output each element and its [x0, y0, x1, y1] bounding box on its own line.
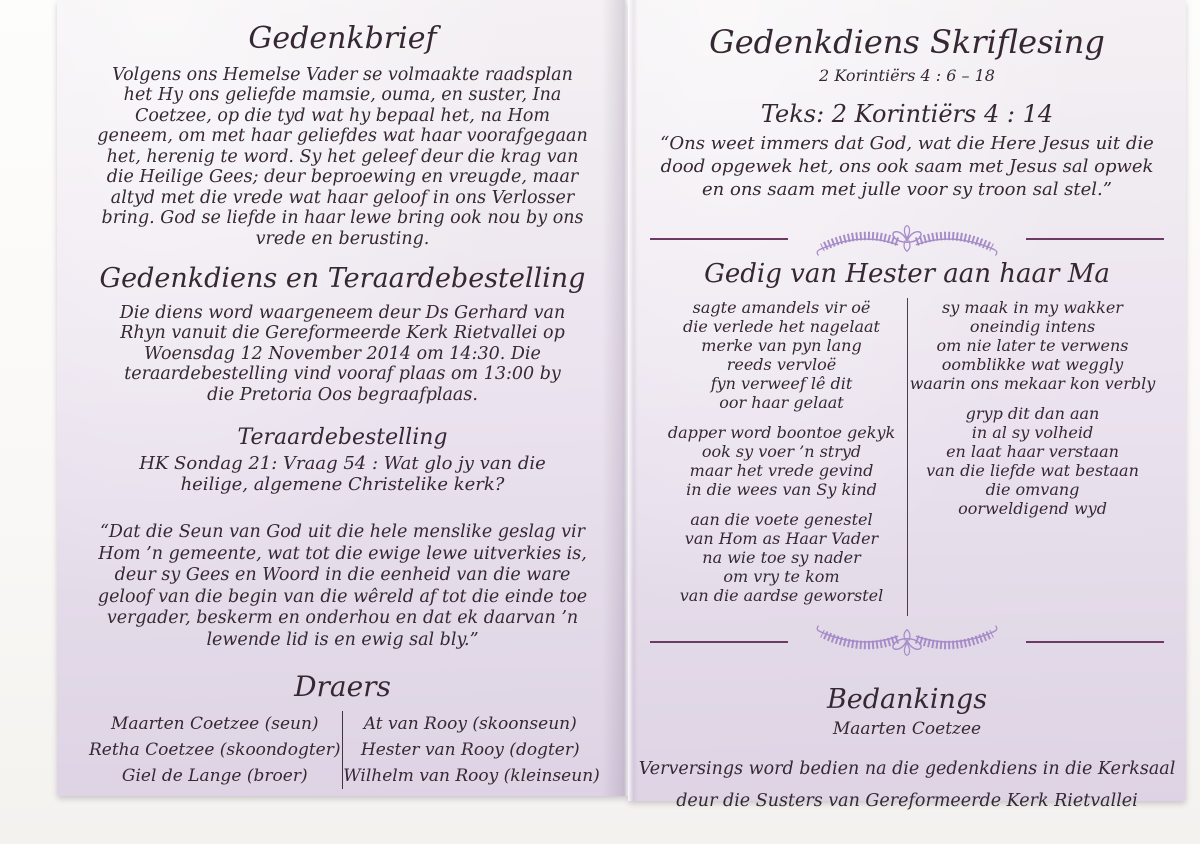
divider-line — [650, 238, 788, 240]
draers-title: Draers — [294, 670, 391, 704]
decorative-divider-top — [628, 221, 1186, 257]
divider-line — [1026, 641, 1164, 643]
pallbearer-name: Giel de Lange (broer) — [121, 766, 308, 787]
pallbearer-name: Maarten Coetzee (seun) — [110, 714, 319, 735]
poem-line: om nie later te verwens — [936, 335, 1129, 355]
page-left — [57, 0, 628, 796]
poem-line: sy maak in my wakker — [942, 297, 1123, 317]
gedenkbrief-body: Volgens ons Hemelse Vader se volmaakte raadsplan het Hy ons geliefde mamsie, ouma, en suster, Ina Coetzee, op die tyd wat hy bepaal het, na Hom geneem, om met haar geliefdes wat haar voorafgegaan het, herenig te word. Sy het geleef deur die krag van die Heilige Gees; deur beproewing en vreugde, maar altyd met die vrede wat haar geloof in ons Verlosser bring. God se liefde in haar lewe bring ook nou by ons vrede en berusting. — [97, 64, 588, 249]
catechism-answer-quote: “Dat die Seun van God uit die hele menslike geslag vir Hom ’n gemeente, wat tot die ewige lewe uitverkies is, deur sy Gees en Woord in die eenheid van die ware geloof van die begin van die wêreld af tot die einde toe vergader, beskerm en onderhou en dat ek daarvan ’n lewende lid is en ewig sal bly.” — [97, 522, 588, 650]
poem-line: oor haar gelaat — [719, 392, 844, 412]
poem-stanza — [908, 404, 1158, 518]
poem-stanza — [657, 510, 907, 605]
poem-line: om vry te kom — [723, 566, 840, 586]
poem-line: reeds vervloë — [726, 354, 837, 374]
poem-line: maar het vrede gevind — [689, 460, 874, 480]
pallbearer-name: At van Rooy (skoonseun) — [363, 714, 577, 735]
divider-line — [1026, 238, 1164, 240]
scripture-reference: 2 Korintiërs 4 : 6 – 18 — [819, 65, 995, 85]
gedenkdiens-section-title: Gedenkdiens en Teraardebestelling — [99, 263, 586, 294]
decorative-divider-bottom — [628, 624, 1186, 660]
poem-line: oomblikke wat weggly — [941, 354, 1124, 374]
poem-line: oneindig intens — [969, 316, 1096, 336]
bedankings-name: Maarten Coetzee — [832, 718, 982, 739]
poem-right-column — [908, 298, 1158, 616]
pallbearer-name: Retha Coetzee (skoondogter) — [88, 740, 341, 761]
teraardebestelling-title: Teraardebestelling — [237, 425, 448, 451]
poem-line: in al sy volheid — [971, 422, 1094, 442]
pallbearer-name: Wilhelm van Rooy (kleinseun) — [343, 766, 600, 787]
poem-line: die verlede het nagelaat — [683, 316, 880, 336]
poem-line: van Hom as Haar Vader — [684, 528, 879, 548]
bedankings-title: Bedankings — [826, 683, 988, 715]
closing-line-1: Verversings word bedien na die gedenkdiens in die Kerksaal — [638, 758, 1176, 779]
poem-stanza — [657, 423, 907, 499]
poem-line: waarin ons mekaar kon verbly — [909, 373, 1156, 393]
skriflesing-title: Gedenkdiens Skriflesing — [709, 23, 1105, 61]
catechism-question: HK Sondag 21: Vraag 54 : Wat glo jy van die heilige, algemene Christelike kerk? — [139, 453, 546, 496]
poem-stanza — [908, 298, 1158, 393]
gedenkbrief-title: Gedenkbrief — [248, 21, 437, 56]
page-right — [628, 0, 1186, 811]
poem-line: aan die voete genestel — [690, 509, 873, 529]
poem-line: merke van pyn lang — [701, 335, 862, 355]
pallbearers-right-column — [343, 711, 600, 789]
divider-line — [650, 641, 788, 643]
flourish-ornament-icon — [802, 625, 1012, 659]
flourish-ornament-icon — [802, 222, 1012, 256]
poem-line: ook sy voer ’n stryd — [701, 441, 862, 461]
service-details: Die diens word waargeneem deur Ds Gerhard van Rhyn vanuit die Gereformeerde Kerk Rietvallei op Woensdag 12 November 2014 om 14:30. Die teraardebestelling vind vooraf plaas om 13:00 by die Pretoria Oos begraafplaas. — [119, 302, 566, 405]
poem-line: sagte amandels vir oë — [692, 297, 871, 317]
poem-line: dapper word boontoe gekyk — [667, 422, 896, 442]
poem-line: oorweldigend wyd — [958, 498, 1107, 518]
scripture-quote: “Ons weet immers dat God, wat die Here Jesus uit die dood opgewek het, ons ook saam met Jesus sal opwek en ons saam met julle voor sy troon sal stel.” — [660, 132, 1154, 200]
closing-line-2: deur die Susters van Gereformeerde Kerk Rietvallei — [676, 790, 1138, 811]
poem-line: in die wees van Sy kind — [686, 479, 877, 499]
poem-line: gryp dit dan aan — [965, 403, 1100, 423]
poem-line: van die aardse geworstel — [679, 585, 884, 605]
poem-left-column — [657, 298, 907, 616]
poem-stanza — [657, 298, 907, 412]
poem-line: van die liefde wat bestaan — [926, 460, 1139, 480]
teks-reference: Teks: 2 Korintiërs 4 : 14 — [760, 99, 1054, 128]
memorial-booklet-spread — [57, 0, 1186, 811]
poem-line: na wie toe sy nader — [702, 547, 861, 567]
pallbearers-columns — [57, 711, 628, 789]
poem-line: en laat haar verstaan — [946, 441, 1119, 461]
poem-line: die omvang — [985, 479, 1080, 499]
poem-columns — [628, 298, 1186, 616]
pallbearers-left-column — [88, 711, 342, 789]
poem-title: Gedig van Hester aan haar Ma — [704, 258, 1110, 289]
poem-line: fyn verweef lê dit — [710, 373, 853, 393]
pallbearer-name: Hester van Rooy (dogter) — [360, 740, 580, 761]
